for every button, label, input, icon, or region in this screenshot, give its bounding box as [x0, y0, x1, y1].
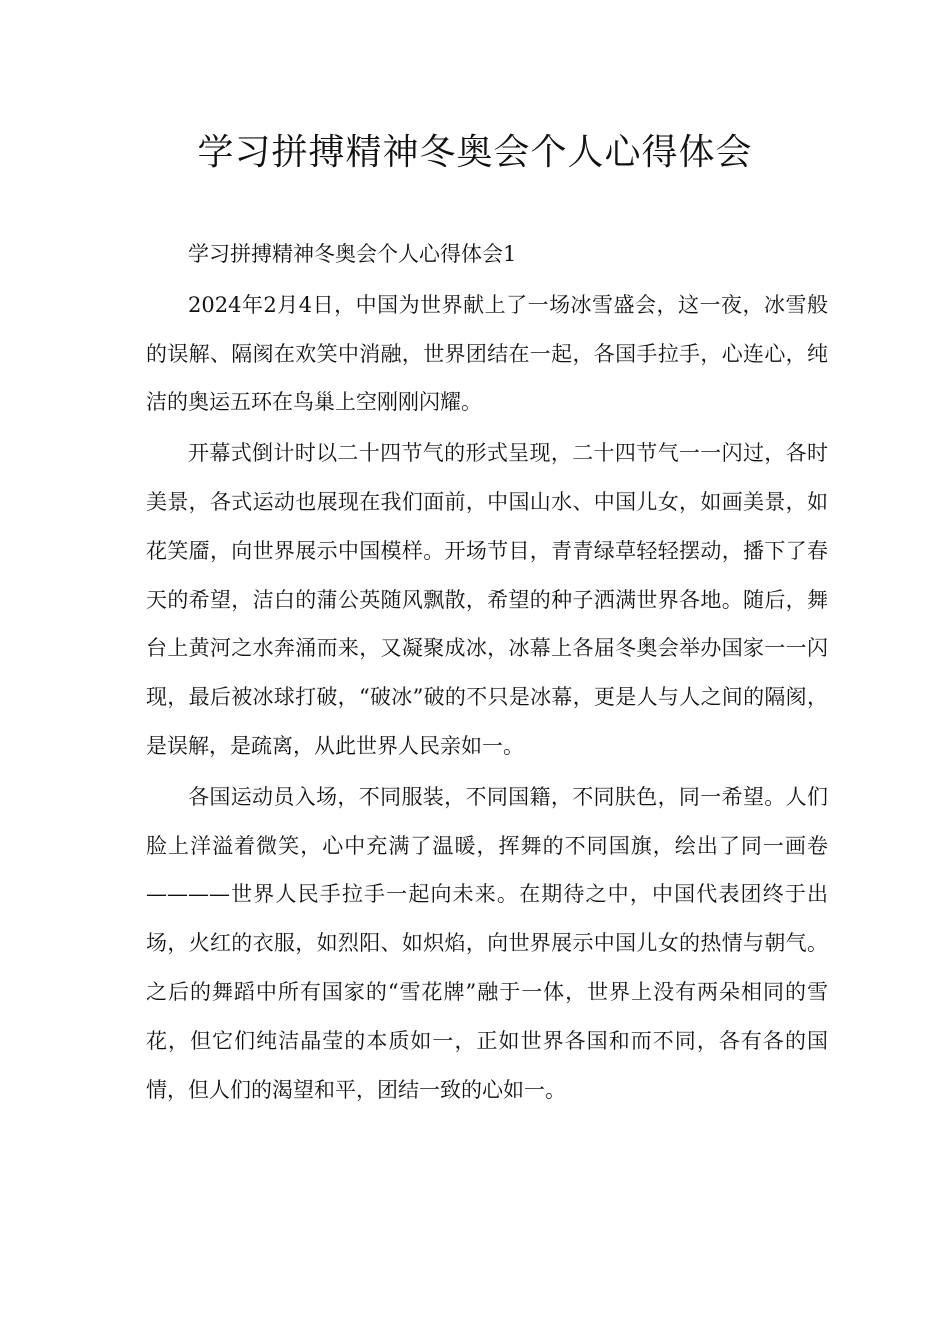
- paragraph-3: 各国运动员入场，不同服装，不同国籍，不同肤色，同一希望。人们脸上洋溢着微笑，心中充满了温暖，挥舞的不同国旗，绘出了同一画卷————世界人民手拉手一起向未来。在期待之中，中国代表团终于出场，火红的衣服，如烈阳、如炽焰，向世界展示中国儿女的热情与朝气。之后的舞蹈中所有国家的“雪花牌”融于一体，世界上没有两朵相同的雪花，但它们纯洁晶莹的本质如一，正如世界各国和而不同，各有各的国情，但人们的渴望和平，团结一致的心如一。: [146, 784, 828, 1102]
- document-body: [146, 230, 828, 1114]
- paragraph-2: 开幕式倒计时以二十四节气的形式呈现，二十四节气一一闪过，各时美景，各式运动也展现在我们面前，中国山水、中国儿女，如画美景，如花笑靥，向世界展示中国模样。开场节目，青青绿草轻轻摆动，播下了春天的希望，洁白的蒲公英随风飘散，希望的种子洒满世界各地。随后，舞台上黄河之水奔涌而来，又凝聚成冰，冰幕上各届冬奥会举办国家一一闪现，最后被冰球打破，“破冰”破的不只是冰幕，更是人与人之间的隔阂，是误解，是疏离，从此世界人民亲如一。: [146, 441, 828, 758]
- paragraph-1: 2024年2月4日，中国为世界献上了一场冰雪盛会，这一夜，冰雪般的误解、隔阂在欢笑中消融，世界团结在一起，各国手拉手，心连心，纯洁的奥运五环在鸟巢上空刚刚闪耀。: [146, 292, 828, 415]
- section-heading: 学习拼搏精神冬奥会个人心得体会1: [188, 242, 517, 266]
- document-title: 学习拼搏精神冬奥会个人心得体会: [197, 132, 753, 173]
